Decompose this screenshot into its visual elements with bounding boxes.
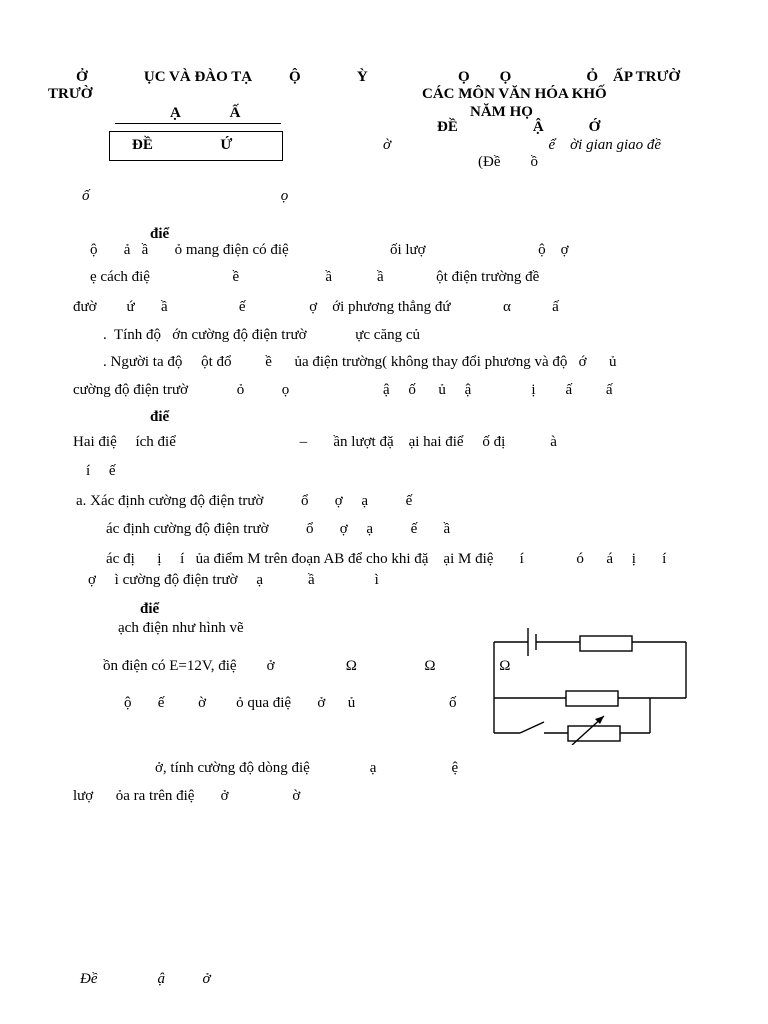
question-2-part-a: a. Xác định cường độ điện trườ ổ ợ ạ ế [76,493,413,509]
header-department: Ở ỤC VÀ ĐÀO TẠ [76,69,253,85]
header-mid-fragment: Ộ Ỳ [289,69,368,85]
header-school-name: TRƯỜ [48,86,93,102]
question-3-line-3: ộ ế ờ ỏ qua điệ ở ủ ố [124,695,457,711]
question-1-part-b: . Người ta độ ột đổ ề ủa điện trường( không thay đổi phương và độ ớ ủ [103,354,617,370]
switch-k [520,722,544,733]
question-1-line-6: cường độ điện trườ ỏ ọ ậ ố ủ ậ ị ấ ấ [73,382,613,398]
header-exam-title-1: Ọ Ọ Ỏ ẤP TRƯỜ [458,69,681,85]
rheostat-rx [568,726,620,741]
question-2-part-c: ác đị ị í ủa điểm M trên đoạn AB để cho khi đặ ại M điệ í ó á ị í [106,551,667,567]
exam-pages-note: (Đề ồ [478,154,538,170]
question-1-part-a: . Tính độ ớn cường độ điện trườ ực căng củ [103,327,421,343]
resistor-r1 [580,636,632,651]
question-2-line-1: Hai điệ ích điể – ần lượt đặ ại hai điể ố đị à [73,434,557,450]
circuit-diagram [490,620,690,745]
question-3-line-5: lượ ỏa ra trên điệ ở ờ [73,788,301,804]
question-1-points: điể [150,226,170,242]
question-1-line-2: ẹ cách điệ ề ầ ầ ột điện trường đề [90,269,540,285]
question-2-part-b: ác định cường độ điện trườ ổ ợ ạ ế ầ [106,521,451,537]
question-2-line-6: ợ ì cường độ điện trườ ạ ầ ì [88,572,379,588]
question-3-points: điể [140,601,160,617]
header-divider [115,123,281,124]
resistor-r2 [566,691,618,706]
question-3-line-1: ạch điện như hình vẽ [118,620,244,636]
header-school-name-2: Ạ Ấ [170,105,241,121]
exam-duration: ờ ể ời gian giao đề [383,137,662,153]
question-2-line-2: í ế [86,463,116,479]
question-3-line-2: ồn điện có E=12V, điệ ở Ω Ω Ω [103,658,511,674]
question-1-line-1: ộ ả ầ ỏ mang điện có điệ ối lượ ộ ợ [90,242,569,258]
exam-footer-note: Đề ậ ở [80,971,211,987]
official-exam-label: ĐỀ Ứ [132,137,233,153]
question-2-points: điể [150,409,170,425]
question-3-line-4: ở, tính cường độ dòng điệ ạ ệ [155,760,459,776]
header-school-year: NĂM HỌ [470,104,533,120]
exam-intro-line: ố ọ [82,188,289,204]
question-1-line-3: đườ ứ ầ ế ợ ới phương thẳng đứ α ấ [73,299,559,315]
header-exam-title-2: CÁC MÔN VĂN HÓA KHỐ [422,86,607,102]
header-exam-subject: ĐỀ Ậ Ớ [437,119,601,135]
